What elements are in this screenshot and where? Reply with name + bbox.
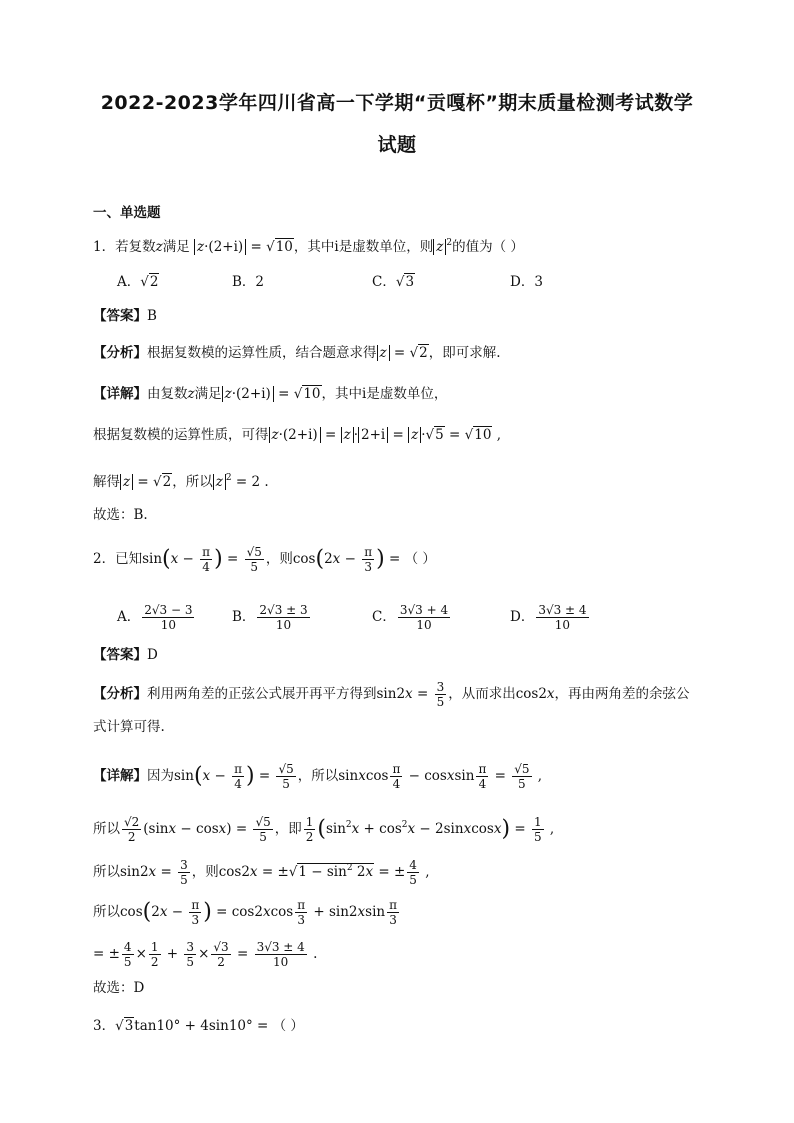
q1-answer: 【答案】B (93, 308, 157, 324)
q1-stem: 1．若复数z满足 z·(2+i) = √10，其中i是虚数单位，则 z $^2$的值为（ ） (93, 238, 524, 255)
q1-option-b: B．2 (232, 274, 265, 290)
q1-analysis: 【分析】根据复数模的运算性质，结合题意求得 z = √2，即可求解. (93, 345, 501, 361)
q2-conclusion: 故选：D (93, 980, 145, 996)
section-heading: 一、单选题 (93, 205, 161, 221)
q3-stem: 3．√3tan10° + 4sin10° = （ ） (93, 1018, 304, 1034)
q1-detail-line1: 【详解】由复数z满足 z·(2+i) = √10，其中i是虚数单位， (93, 386, 448, 402)
q2-option-c: C． $\frac{3√3 + 4}{10}$ (372, 603, 449, 632)
q2-option-b: B． $\frac{2√3 \pm 3}{10}$ (232, 603, 308, 632)
q1-option-d: D．3 (510, 274, 543, 290)
q2-analysis: 【分析】利用两角差的正弦公式展开再平方得到sin2x = $\frac{3}{5}$ ，从而求出cos2x，再由两角差的余弦公 (93, 680, 690, 709)
q2-detail-line3: 所以sin2x = $\frac{3}{5}$ ，则$\cos 2x = \pm√1 - \sin^2 2x$ = ± $\frac{4}{5}$ , (93, 858, 430, 887)
q2-detail-line2: 所以 $\frac{√2}{2}$ (sinx − cosx) = $\frac{√5}{5}$ ，即 $\frac{1}{2}$ ($\sin^2x + \cos^2x$ − 2sinxcosx) = $\frac{1}{5}$ , (93, 815, 555, 844)
q2-detail-line1: 【详解】因为sin(x − $\frac{\pi}{4}$ ) = $\frac{√5}{5}$ ，所以sinxcos $\frac{\pi}{4}$ − cosxsin $\frac{\pi}{4}$ = $\frac{√5}{5}$ , (93, 762, 543, 791)
q1-conclusion: 故选：B. (93, 507, 148, 523)
q2-analysis-line2: 式计算可得. (93, 719, 165, 735)
q2-detail-line4: 所以cos(2x − $\frac{\pi}{3}$ ) = cos2xcos $\frac{\pi}{3}$ + sin2xsin $\frac{\pi}{3}$ (93, 898, 397, 927)
q1-detail-line2: 根据复数模的运算性质，可得 z·(2+i) = z · 2+i = z ·√5 = √10 , (93, 427, 502, 443)
q2-option-a: A． $\frac{2√3 - 3}{10}$ (117, 603, 193, 632)
q2-option-d: D． $\frac{3√3 \pm 4}{10}$ (510, 603, 587, 632)
q2-stem: 2．已知sin(x − $\frac{\pi}{4}$ ) = $\frac{√5}{5}$ ，则cos(2x − $\frac{\pi}{3}$ ) = （ ） (93, 545, 436, 574)
page-title-line2: 试题 (377, 134, 417, 156)
q1-detail-line3: 解得 z = √2，所以 z $^2$ = 2 . (93, 473, 269, 490)
q2-detail-line5: = ± $\frac{4}{5}$ × $\frac{1}{2}$ + $\frac{3}{5}$ × $\frac{√3}{2}$ = $\frac{3√3 \pm 4}{10}$ . (93, 940, 318, 969)
q2-answer: 【答案】D (93, 647, 158, 663)
page-title: 2022-2023学年四川省高一下学期“贡嘎杯”期末质量检测考试数学 (100, 92, 694, 114)
q1-option-c: C．√3 (372, 274, 415, 290)
q1-option-a: A．√2 (117, 274, 159, 290)
